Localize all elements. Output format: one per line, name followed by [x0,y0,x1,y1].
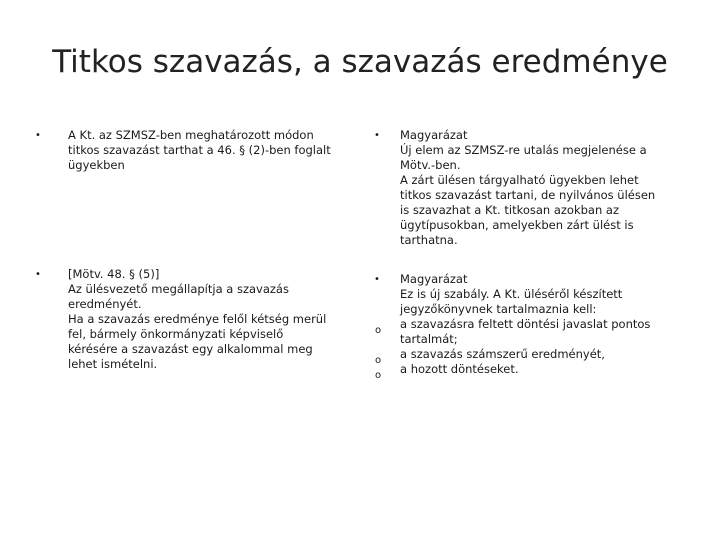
bullet-marker: • [374,130,380,141]
text-line: Az ülésvezető megállapítja a szavazás [68,282,289,296]
text-line: Ha a szavazás eredménye felől kétség merül [68,312,327,326]
bullet-marker: • [35,130,41,141]
explanation-heading: Magyarázat [400,272,468,286]
text-line: A zárt ülésen tárgyalható ügyekben lehet [400,173,639,187]
sub-item-line: a hozott döntéseket. [400,362,519,376]
text-line: Ez is új szabály. A Kt. üléséről készített [400,287,623,301]
text-line: kérésére a szavazást egy alkalommal meg [68,342,313,356]
text-line: jegyzőkönyvnek tartalmaznia kell: [400,302,597,316]
left-bullet-b-text [68,267,326,372]
sub-bullet-marker: o [375,325,382,336]
sub-item-line: a szavazásra feltett döntési javaslat pontos [400,317,651,331]
explanation-heading: Magyarázat [400,128,468,142]
sub-item-line: tartalmát; [400,332,458,346]
text-line: tarthatna. [400,233,458,247]
text-line: titkos szavazást tartani, de nyilvános ülésen [400,188,656,202]
text-line: lehet ismételni. [68,357,158,371]
text-line: [Mötv. 48. § (5)] [68,267,160,281]
bullet-marker: • [374,274,380,285]
text-line: is szavazhat a Kt. titkosan azokban az [400,203,620,217]
text-line: ügyekben [68,158,125,172]
sub-bullet-marker: o [375,355,382,366]
left-bullet-a-text [68,128,331,173]
sub-item-line: a szavazás számszerű eredményét, [400,347,605,361]
text-line: titkos szavazást tarthat a 46. § (2)-ben foglalt [68,143,331,157]
right-bullet-a-text [400,128,655,248]
text-line: Mötv.-ben. [400,158,461,172]
text-line: ügytípusokban, amelyekben zárt ülést is [400,218,634,232]
text-line: fel, bármely önkormányzati képviselő [68,327,284,341]
slide-title: Titkos szavazás, a szavazás eredménye [52,44,668,80]
bullet-marker: • [35,269,41,280]
right-bullet-b-text [400,272,650,377]
text-line: Új elem az SZMSZ-re utalás megjelenése a [400,143,647,157]
sub-bullet-marker: o [375,370,382,381]
text-line: eredményét. [68,297,142,311]
text-line: A Kt. az SZMSZ-ben meghatározott módon [68,128,314,142]
